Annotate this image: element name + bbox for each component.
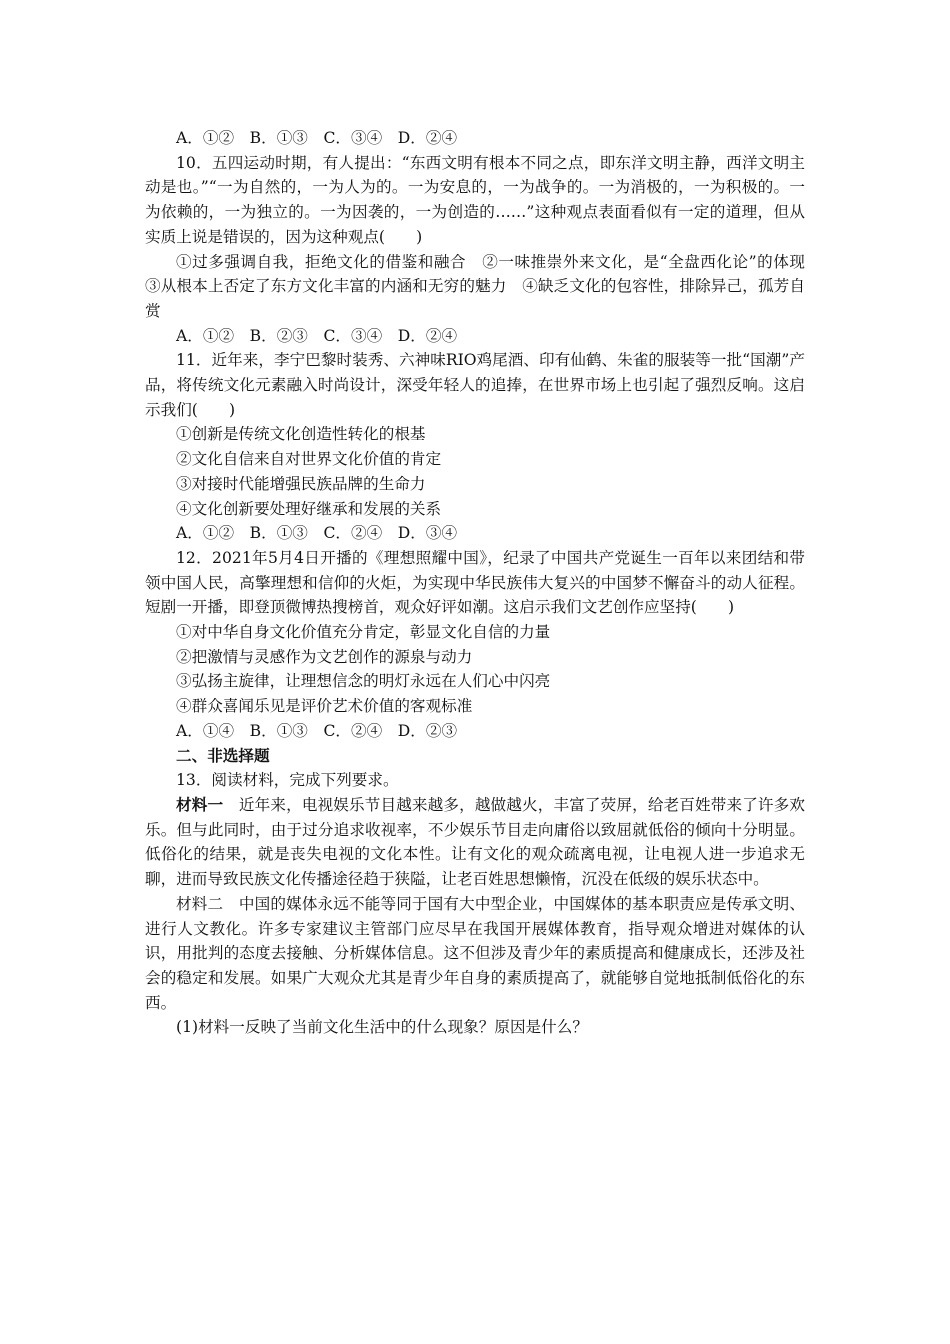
q10-options: A．①② B．②③ C．③④ D．②④ (176, 326, 458, 345)
q11-statement-2: ②文化自信来自对世界文化价值的肯定 (176, 450, 442, 469)
q11-stem: 11．近年来，李宁巴黎时装秀、六神味RIO鸡尾酒、印有仙鹤、朱雀的服装等一批“国潮”产品，将传统文化元素融入时尚设计，深受年轻人的追捧，在世界市场上也引起了强烈反响。这启示我们( ) (145, 351, 805, 419)
material-1-label: 材料一 (176, 794, 224, 814)
q11-statement-1: ①创新是传统文化创造性转化的根基 (176, 425, 426, 444)
q9-options: A．①② B．①③ C．③④ D．②④ (176, 129, 458, 147)
q13-material-1 (145, 793, 805, 892)
q10-statements: ①过多强调自我，拒绝文化的借鉴和融合 ②一味推崇外来文化，是“全盘西化论”的体现 ③从根本上否定了东方文化丰富的内涵和无穷的魅力 ④缺乏文化的包容性，排除异己，孤芳自赏 (145, 252, 821, 320)
q13-question-1: (1)材料一反映了当前文化生活中的什么现象？原因是什么？ (176, 1018, 588, 1037)
material-1-text: 近年来，电视娱乐节目越来越多，越做越火，丰富了荧屏，给老百姓带来了许多欢乐。但与此同时，由于过分追求收视率，不少娱乐节目走向庸俗以致屈就低俗的倾向十分明显。低俗化的结果，就是丧失电视的文化本性。让有文化的观众疏离电视，让电视人进一步追求无聊，进而导致民族文化传播途径趋于狭隘，让老百姓思想懒惰，沉没在低级的娱乐状态中。 (145, 795, 805, 889)
q12-statement-1: ①对中华自身文化价值充分肯定，彰显文化自信的力量 (176, 623, 551, 642)
q12-statement-3: ③弘扬主旋律，让理想信念的明灯永远在人们心中闪亮 (176, 672, 551, 691)
q11-statement-4: ④文化创新要处理好继承和发展的关系 (176, 499, 442, 518)
q12-options: A．①④ B．①③ C．②④ D．②③ (176, 721, 458, 740)
q13-material-2: 材料二 中国的媒体永远不能等同于国有大中型企业，中国媒体的基本职责应是传承文明、进行人文教化。许多专家建议主管部门应尽早在我国开展媒体教育，指导观众增进对媒体的认识，用批判的态度去接触、分析媒体信息。这不但涉及青少年的素质提高和健康成长，还涉及社会的稳定和发展。如果广大观众尤其是青少年自身的素质提高了，就能够自觉地抵制低俗化的东西。 (145, 894, 805, 1012)
q13-stem: 13．阅读材料，完成下列要求。 (176, 771, 399, 790)
q12-statement-4: ④群众喜闻乐见是评价艺术价值的客观标准 (176, 697, 473, 716)
q11-options: A．①② B．①③ C．②④ D．③④ (176, 524, 458, 543)
q12-stem: 12．2021年5月4日开播的《理想照耀中国》，纪录了中国共产党诞生一百年以来团结和带领中国人民，高擎理想和信仰的火炬，为实现中华民族伟大复兴的中国梦不懈奋斗的动人征程。短剧一开播，即登顶微博热搜榜首，观众好评如潮。这启示我们文艺创作应坚持( ) (145, 548, 805, 617)
section-heading: 二、非选择题 (176, 745, 270, 765)
document-page (145, 126, 821, 1040)
q12-statement-2: ②把激情与灵感作为文艺创作的源泉与动力 (176, 647, 473, 666)
q11-statement-3: ③对接时代能增强民族品牌的生命力 (176, 474, 426, 493)
q10-stem: 10．五四运动时期，有人提出：“东西文明有根本不同之点，即东洋文明主静，西洋文明主动是也。”“一为自然的，一为人为的。一为安息的，一为战争的。一为消极的，一为积极的。一为依赖的，一为独立的。一为因袭的，一为创造的……”这种观点表面看似有一定的道理，但从实质上说是错误的，因为这种观点( ) (145, 153, 805, 246)
